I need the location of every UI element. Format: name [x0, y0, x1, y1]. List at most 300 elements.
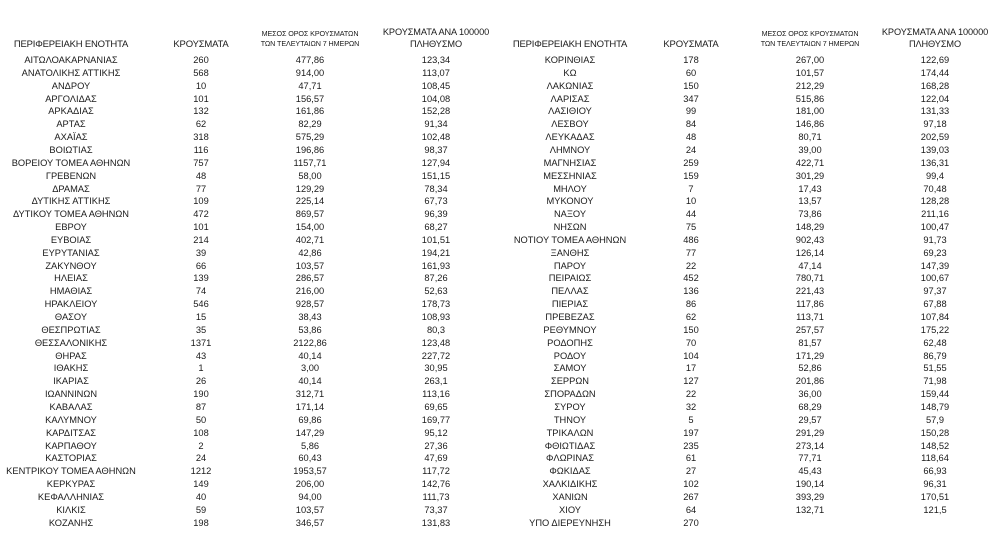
right-table-row	[0, 170, 1000, 182]
right-cell-region: ΚΟΡΙΝΘΙΑΣ	[544, 55, 596, 65]
right-cell-cases: 99	[685, 106, 697, 117]
left-cell-cases: 1	[198, 363, 204, 374]
left-cell-avg7: 346,57	[295, 517, 325, 528]
right-cell-per100k: 118,64	[921, 453, 949, 464]
right-cell-cases: 75	[685, 222, 697, 233]
right-cell-avg7: 77,71	[798, 453, 822, 464]
right-cell-cases: 44	[685, 209, 697, 220]
right-table-row	[0, 80, 1000, 92]
right-table-row	[0, 208, 1000, 220]
left-cell-avg7: 402,71	[295, 234, 325, 245]
right-cell-avg7: 267,00	[795, 55, 825, 65]
left-cell-per100k: 151,15	[421, 170, 451, 181]
left-cell-avg7: 82,29	[298, 119, 322, 130]
left-cell-per100k: 108,93	[421, 312, 451, 322]
right-cell-avg7: 113,71	[796, 312, 824, 322]
left-cell-region: ΒΟΡΕΙΟΥ ΤΟΜΕΑ ΑΘΗΝΩΝ	[11, 157, 131, 168]
left-cell-cases: 757	[193, 157, 209, 168]
right-table-row	[0, 452, 1000, 464]
left-cell-avg7: 1953,57	[293, 466, 327, 477]
right-cell-avg7: 422,71	[795, 157, 825, 168]
left-cell-avg7: 2122,86	[293, 337, 327, 348]
right-table-row	[0, 144, 1000, 156]
right-cell-cases: 136	[683, 286, 699, 297]
right-table-row	[0, 131, 1000, 143]
left-cell-cases: 109	[193, 196, 209, 207]
right-table-row	[0, 157, 1000, 169]
left-cell-per100k: 80,3	[426, 324, 446, 335]
right-cell-region: ΠΙΕΡΙΑΣ	[551, 299, 589, 310]
right-cell-per100k: 122,69	[920, 55, 950, 65]
left-cell-cases: 1212	[190, 466, 212, 477]
right-cell-per100k: 66,93	[923, 466, 947, 477]
left-cell-region: ΘΗΡΑΣ	[55, 350, 87, 361]
left-cell-cases: 132	[193, 106, 209, 117]
left-cell-avg7: 38,43	[298, 312, 322, 322]
left-cell-cases: 74	[195, 286, 207, 297]
left-cell-cases: 190	[193, 389, 209, 400]
right-cell-per100k: 168,28	[920, 80, 950, 91]
right-cell-per100k: 91,73	[923, 234, 947, 245]
right-table-row	[0, 54, 1000, 66]
right-cell-avg7: 68,29	[798, 401, 822, 412]
left-cell-region: ΚΕΦΑΛΛΗΝΙΑΣ	[37, 491, 105, 502]
left-cell-avg7: 103,57	[295, 504, 325, 515]
right-cell-cases: 7	[688, 183, 694, 194]
left-cell-per100k: 52,63	[424, 286, 448, 297]
left-cell-region: ΚΑΛΥΜΝΟΥ	[45, 414, 97, 425]
right-table-row	[0, 221, 1000, 233]
left-cell-per100k: 127,94	[421, 157, 451, 168]
right-cell-per100k: 97,18	[923, 119, 947, 130]
left-cell-region: ΚΑΒΑΛΑΣ	[49, 401, 93, 412]
left-cell-cases: 62	[195, 119, 207, 130]
left-cell-cases: 101	[193, 93, 209, 104]
right-table-row	[0, 93, 1000, 105]
left-cell-cases: 108	[193, 427, 209, 438]
right-cell-per100k: 57,9	[925, 414, 945, 425]
left-header-cases: ΚΡΟΥΣΜΑΤΑ	[173, 39, 229, 50]
right-cell-avg7: 291,29	[795, 427, 825, 438]
right-cell-cases: 267	[683, 491, 699, 502]
right-cell-cases: 64	[685, 504, 697, 515]
left-cell-region: ΕΥΡΥΤΑΝΙΑΣ	[42, 247, 100, 258]
left-cell-avg7: 575,29	[295, 132, 325, 143]
right-table-row	[0, 427, 1000, 439]
left-cell-avg7: 3,00	[300, 363, 320, 374]
right-cell-cases: 270	[683, 517, 699, 528]
left-cell-region: ΚΙΛΚΙΣ	[56, 504, 86, 515]
left-cell-per100k: 104,08	[421, 93, 451, 104]
right-table-row	[0, 247, 1000, 259]
right-cell-per100k: 148,52	[920, 440, 950, 451]
left-cell-avg7: 928,57	[295, 299, 325, 310]
right-cell-avg7: 117,86	[796, 299, 824, 310]
left-cell-per100k: 113,16	[422, 389, 450, 400]
right-cell-region: ΛΕΥΚΑΔΑΣ	[545, 132, 595, 143]
right-cell-avg7: 190,14	[795, 479, 825, 490]
left-cell-per100k: 117,72	[422, 466, 450, 477]
left-cell-avg7: 196,86	[295, 144, 325, 155]
right-cell-region: ΞΑΝΘΗΣ	[550, 247, 590, 258]
left-cell-cases: 198	[193, 517, 209, 528]
left-cell-per100k: 73,37	[424, 504, 448, 515]
right-cell-cases: 84	[685, 119, 697, 130]
left-cell-cases: 59	[195, 504, 207, 515]
left-cell-region: ΙΚΑΡΙΑΣ	[53, 376, 89, 387]
right-cell-avg7: 52,86	[798, 363, 822, 374]
right-cell-avg7: 201,86	[795, 376, 825, 387]
right-cell-region: ΥΠΟ ΔΙΕΡΕΥΝΗΣΗ	[529, 517, 611, 528]
left-cell-cases: 24	[195, 453, 207, 464]
left-cell-per100k: 142,76	[421, 479, 451, 490]
right-cell-per100k: 211,16	[921, 209, 949, 220]
right-table-row	[0, 118, 1000, 130]
left-cell-region: ΑΝΔΡΟΥ	[51, 80, 91, 91]
right-cell-cases: 24	[685, 144, 697, 155]
left-cell-cases: 2	[198, 440, 204, 451]
right-cell-cases: 22	[685, 260, 697, 271]
right-cell-per100k: 121,5	[923, 504, 947, 515]
right-table-row	[0, 350, 1000, 362]
right-header-per100k-line1: ΚΡΟΥΣΜΑΤΑ ΑΝΑ 100000	[881, 27, 989, 37]
right-cell-region: ΤΡΙΚΑΛΩΝ	[546, 427, 594, 438]
left-cell-region: ΔΥΤΙΚΟΥ ΤΟΜΕΑ ΑΘΗΝΩΝ	[12, 209, 130, 220]
right-cell-cases: 150	[683, 324, 699, 335]
right-cell-cases: 17	[685, 363, 697, 374]
right-table-row	[0, 388, 1000, 400]
right-cell-avg7: 80,71	[798, 132, 822, 143]
right-table-row	[0, 183, 1000, 195]
right-cell-cases: 150	[683, 80, 699, 91]
right-cell-region: ΠΕΛΛΑΣ	[551, 286, 589, 297]
right-cell-cases: 452	[683, 273, 699, 284]
right-cell-cases: 61	[685, 453, 697, 464]
left-cell-cases: 87	[195, 401, 207, 412]
left-cell-per100k: 27,36	[424, 440, 448, 451]
right-cell-avg7: 393,29	[795, 491, 825, 502]
right-cell-cases: 10	[685, 196, 697, 207]
right-header-per100k-line2: ΠΛΗΘΥΣΜΟ	[908, 39, 962, 49]
left-cell-region: ΘΕΣΠΡΩΤΙΑΣ	[41, 324, 101, 335]
right-cell-per100k: 202,59	[920, 132, 950, 143]
right-table-row	[0, 298, 1000, 310]
left-cell-region: ΚΑΡΠΑΘΟΥ	[45, 440, 97, 451]
right-cell-cases: 5	[688, 414, 694, 425]
right-cell-avg7: 17,43	[798, 183, 822, 194]
left-cell-cases: 214	[193, 234, 209, 245]
right-table-row	[0, 195, 1000, 207]
left-cell-cases: 568	[193, 67, 209, 78]
left-cell-avg7: 1157,71	[293, 157, 327, 168]
right-cell-cases: 104	[683, 350, 699, 361]
left-cell-per100k: 111,73	[422, 491, 450, 502]
right-cell-avg7: 81,57	[798, 337, 822, 348]
right-cell-region: ΣΥΡΟΥ	[554, 401, 586, 412]
right-cell-region: ΠΕΙΡΑΙΩΣ	[548, 273, 592, 284]
right-cell-cases: 178	[683, 55, 699, 65]
left-cell-cases: 40	[195, 491, 207, 502]
right-cell-region: ΣΑΜΟΥ	[553, 363, 587, 374]
right-cell-region: ΜΗΛΟΥ	[553, 183, 587, 194]
left-cell-cases: 50	[195, 414, 207, 425]
left-cell-per100k: 102,48	[421, 132, 451, 143]
left-header-per100k-line1: ΚΡΟΥΣΜΑΤΑ ΑΝΑ 100000	[382, 27, 490, 37]
right-cell-avg7: 13,57	[798, 196, 822, 207]
right-cell-cases: 102	[683, 479, 699, 490]
left-cell-avg7: 40,14	[298, 376, 322, 387]
right-cell-region: ΝΑΞΟΥ	[553, 209, 587, 220]
left-cell-region: ΚΕΝΤΡΙΚΟΥ ΤΟΜΕΑ ΑΘΗΝΩΝ	[6, 466, 136, 477]
right-cell-avg7: 212,29	[795, 80, 825, 91]
left-cell-cases: 26	[195, 376, 207, 387]
left-cell-region: ΚΟΖΑΝΗΣ	[48, 517, 94, 528]
left-cell-region: ΔΡΑΜΑΣ	[52, 183, 90, 194]
right-cell-per100k: 148,79	[920, 401, 950, 412]
right-cell-cases: 347	[683, 93, 699, 104]
right-cell-avg7: 148,29	[795, 222, 825, 233]
right-cell-cases: 48	[685, 132, 697, 143]
left-cell-per100k: 108,45	[421, 80, 451, 91]
right-cell-cases: 32	[685, 401, 697, 412]
left-cell-cases: 10	[195, 80, 207, 91]
right-cell-region: ΣΠΟΡΑΔΩΝ	[544, 389, 596, 400]
right-header-avg-line1: ΜΕΣΟΣ ΟΡΟΣ ΚΡΟΥΣΜΑΤΩΝ	[761, 29, 859, 38]
right-cell-region: ΝΗΣΩΝ	[553, 222, 587, 233]
left-cell-cases: 149	[193, 479, 209, 490]
right-cell-per100k: 62,48	[923, 337, 947, 348]
right-cell-avg7: 36,00	[798, 389, 822, 400]
left-cell-cases: 260	[193, 55, 209, 65]
left-cell-cases: 116	[193, 144, 209, 155]
right-cell-region: ΣΕΡΡΩΝ	[550, 376, 589, 387]
right-header-cases: ΚΡΟΥΣΜΑΤΑ	[663, 39, 719, 50]
left-cell-cases: 15	[195, 312, 207, 322]
left-cell-region: ΑΡΚΑΔΙΑΣ	[48, 106, 94, 117]
left-cell-cases: 546	[193, 299, 209, 310]
right-cell-avg7: 181,00	[795, 106, 825, 117]
left-cell-avg7: 156,57	[295, 93, 325, 104]
left-cell-per100k: 123,48	[421, 337, 451, 348]
left-cell-per100k: 98,37	[424, 144, 448, 155]
left-cell-cases: 35	[195, 324, 207, 335]
right-cell-avg7: 301,29	[795, 170, 825, 181]
right-cell-avg7: 132,71	[795, 504, 825, 515]
right-cell-per100k: 97,37	[923, 286, 947, 297]
right-cell-per100k: 150,28	[920, 427, 950, 438]
left-cell-cases: 1371	[190, 337, 212, 348]
right-cell-per100k: 170,51	[920, 491, 950, 502]
right-table-row	[0, 414, 1000, 426]
left-cell-avg7: 914,00	[295, 67, 325, 78]
right-table-row	[0, 260, 1000, 272]
right-cell-cases: 86	[685, 299, 697, 310]
right-cell-cases: 235	[683, 440, 699, 451]
right-cell-per100k: 67,88	[923, 299, 947, 310]
right-cell-cases: 486	[683, 234, 699, 245]
right-cell-cases: 60	[685, 67, 697, 78]
right-cell-per100k: 128,28	[920, 196, 950, 207]
left-cell-per100k: 169,77	[421, 414, 451, 425]
left-cell-region: ΒΟΙΩΤΙΑΣ	[49, 144, 93, 155]
right-cell-region: ΠΡΕΒΕΖΑΣ	[545, 312, 595, 322]
left-cell-avg7: 147,29	[295, 427, 325, 438]
right-table-row	[0, 105, 1000, 117]
right-cell-per100k: 175,22	[920, 324, 950, 335]
left-cell-per100k: 78,34	[424, 183, 448, 194]
right-cell-per100k: 136,31	[920, 157, 950, 168]
left-cell-avg7: 216,00	[295, 286, 325, 297]
right-cell-cases: 70	[685, 337, 697, 348]
left-cell-region: ΘΑΣΟΥ	[54, 312, 88, 322]
right-cell-avg7: 45,43	[798, 466, 822, 477]
left-cell-per100k: 30,95	[424, 363, 448, 374]
right-table-row	[0, 324, 1000, 336]
left-cell-avg7: 103,57	[295, 260, 325, 271]
right-cell-region: ΧΑΝΙΩΝ	[552, 491, 588, 502]
right-cell-region: ΜΑΓΝΗΣΙΑΣ	[543, 157, 597, 168]
left-cell-cases: 43	[195, 350, 207, 361]
right-cell-per100k: 174,44	[920, 67, 950, 78]
right-cell-region: ΛΑΡΙΣΑΣ	[550, 93, 590, 104]
left-cell-region: ΗΡΑΚΛΕΙΟΥ	[44, 299, 98, 310]
right-cell-region: ΠΑΡΟΥ	[553, 260, 587, 271]
right-header-per100k	[877, 27, 993, 49]
left-cell-region: ΓΡΕΒΕΝΩΝ	[45, 170, 97, 181]
right-table-row	[0, 362, 1000, 374]
right-cell-cases: 62	[685, 312, 697, 322]
right-cell-per100k: 131,33	[920, 106, 950, 117]
left-cell-avg7: 94,00	[298, 491, 322, 502]
left-cell-region: ΚΑΣΤΟΡΙΑΣ	[45, 453, 97, 464]
left-cell-per100k: 161,93	[421, 260, 451, 271]
left-cell-per100k: 152,28	[421, 106, 451, 117]
right-cell-avg7: 902,43	[795, 234, 825, 245]
right-cell-region: ΡΟΔΟΠΗΣ	[547, 337, 593, 348]
right-cell-avg7: 257,57	[795, 324, 825, 335]
left-cell-avg7: 171,14	[295, 401, 325, 412]
left-cell-avg7: 286,57	[295, 273, 325, 284]
right-cell-region: ΡΟΔΟΥ	[553, 350, 587, 361]
left-cell-per100k: 178,73	[421, 299, 451, 310]
right-header-avg	[755, 29, 865, 49]
right-cell-avg7: 221,43	[795, 286, 825, 297]
left-cell-avg7: 477,86	[295, 55, 325, 65]
right-cell-region: ΦΘΙΩΤΙΔΑΣ	[544, 440, 596, 451]
right-cell-avg7: 29,57	[798, 414, 822, 425]
left-cell-avg7: 69,86	[298, 414, 322, 425]
left-cell-cases: 66	[195, 260, 207, 271]
right-table-row	[0, 465, 1000, 477]
left-cell-per100k: 47,69	[424, 453, 448, 464]
left-cell-cases: 48	[195, 170, 207, 181]
left-cell-region: ΑΡΓΟΛΙΔΑΣ	[45, 93, 97, 104]
left-cell-region: ΕΒΡΟΥ	[55, 222, 87, 233]
left-header-avg	[255, 29, 365, 49]
left-cell-avg7: 312,71	[295, 389, 325, 400]
right-cell-per100k: 139,03	[920, 144, 950, 155]
left-cell-per100k: 87,26	[424, 273, 448, 284]
right-header-region: ΠΕΡΙΦΕΡΕΙΑΚΗ ΕΝΟΤΗΤΑ	[512, 39, 628, 50]
right-cell-per100k: 69,23	[923, 247, 947, 258]
right-cell-avg7: 171,29	[795, 350, 825, 361]
left-cell-cases: 101	[193, 222, 209, 233]
right-cell-region: ΚΩ	[563, 67, 577, 78]
right-cell-region: ΛΑΣΙΘΙΟΥ	[548, 106, 592, 117]
left-cell-per100k: 227,72	[421, 350, 451, 361]
right-cell-region: ΦΩΚΙΔΑΣ	[549, 466, 591, 477]
left-cell-cases: 139	[193, 273, 209, 284]
right-cell-region: ΦΛΩΡΙΝΑΣ	[545, 453, 595, 464]
left-cell-per100k: 69,65	[424, 401, 448, 412]
right-cell-region: ΛΑΚΩΝΙΑΣ	[546, 80, 594, 91]
left-cell-region: ΚΑΡΔΙΤΣΑΣ	[45, 427, 97, 438]
left-header-region: ΠΕΡΙΦΕΡΕΙΑΚΗ ΕΝΟΤΗΤΑ	[13, 39, 129, 50]
right-table-row	[0, 401, 1000, 413]
right-cell-region: ΧΑΛΚΙΔΙΚΗΣ	[542, 479, 598, 490]
left-cell-avg7: 40,14	[298, 350, 322, 361]
right-cell-per100k: 107,84	[920, 312, 950, 322]
left-cell-per100k: 194,21	[421, 247, 451, 258]
left-cell-avg7: 225,14	[295, 196, 325, 207]
left-header-per100k	[378, 27, 494, 49]
left-cell-region: ΘΕΣΣΑΛΟΝΙΚΗΣ	[34, 337, 108, 348]
right-cell-per100k: 86,79	[923, 350, 947, 361]
right-cell-per100k: 51,55	[923, 363, 947, 374]
left-cell-region: ΙΩΑΝΝΙΝΩΝ	[44, 389, 98, 400]
left-cell-avg7: 60,43	[298, 453, 322, 464]
right-table-row	[0, 491, 1000, 503]
left-header-per100k-line2: ΠΛΗΘΥΣΜΟ	[409, 39, 463, 49]
right-cell-per100k: 96,31	[923, 479, 947, 490]
right-cell-per100k: 71,98	[923, 376, 947, 387]
right-cell-cases: 197	[683, 427, 699, 438]
left-cell-avg7: 161,86	[295, 106, 325, 117]
right-cell-region: ΛΗΜΝΟΥ	[549, 144, 591, 155]
right-table-row	[0, 440, 1000, 452]
left-cell-per100k: 263,1	[424, 376, 448, 387]
right-cell-avg7: 101,57	[795, 67, 825, 78]
left-cell-avg7: 42,86	[298, 247, 322, 258]
right-cell-avg7: 126,14	[795, 247, 825, 258]
left-cell-per100k: 96,39	[424, 209, 448, 220]
right-table-row	[0, 337, 1000, 349]
left-cell-per100k: 67,73	[424, 196, 448, 207]
right-cell-per100k: 147,39	[920, 260, 950, 271]
right-cell-region: ΡΕΘΥΜΝΟΥ	[543, 324, 597, 335]
right-cell-per100k: 100,47	[920, 222, 950, 233]
left-cell-region: ΑΡΤΑΣ	[56, 119, 86, 130]
left-cell-region: ΑΙΤΩΛΟΑΚΑΡΝΑΝΙΑΣ	[24, 55, 118, 65]
right-cell-cases: 127	[683, 376, 699, 387]
left-cell-cases: 318	[193, 132, 209, 143]
right-table-row	[0, 504, 1000, 516]
right-cell-region: ΤΗΝΟΥ	[553, 414, 587, 425]
right-cell-cases: 259	[683, 157, 699, 168]
right-cell-per100k: 100,67	[920, 273, 950, 284]
left-cell-per100k: 131,83	[421, 517, 451, 528]
right-table-row	[0, 234, 1000, 246]
right-table-row	[0, 67, 1000, 79]
left-cell-region: ΔΥΤΙΚΗΣ ΑΤΤΙΚΗΣ	[31, 196, 111, 207]
right-cell-avg7: 515,86	[795, 93, 825, 104]
right-cell-region: ΜΕΣΣΗΝΙΑΣ	[543, 170, 597, 181]
left-cell-cases: 77	[195, 183, 207, 194]
left-cell-per100k: 68,27	[424, 222, 448, 233]
right-cell-per100k: 99,4	[925, 170, 945, 181]
left-cell-avg7: 869,57	[295, 209, 325, 220]
left-cell-region: ΑΝΑΤΟΛΙΚΗΣ ΑΤΤΙΚΗΣ	[21, 67, 121, 78]
